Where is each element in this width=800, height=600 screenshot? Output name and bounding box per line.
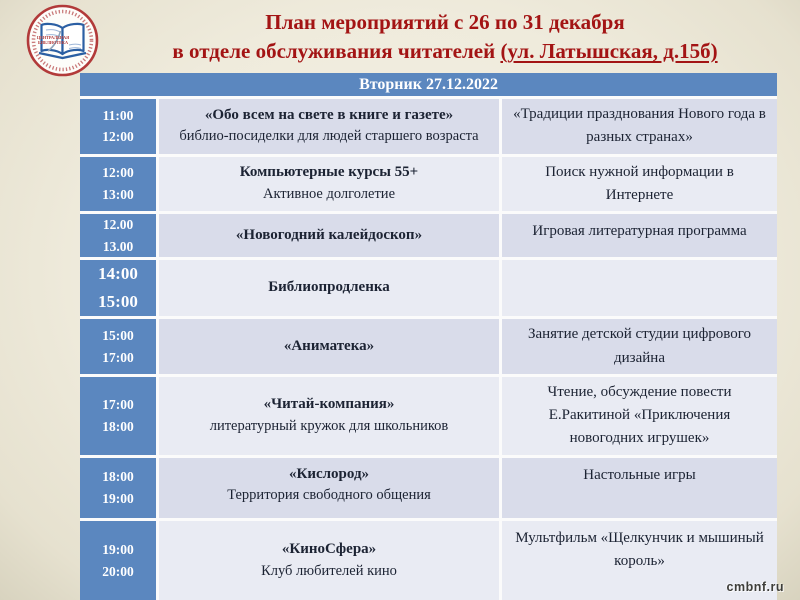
logo-center-text-1: ЦЕНТРАЛЬНАЯ [36,35,70,40]
time-cell [80,521,156,600]
time-start: 11:00 [102,107,134,123]
logo-center-text-2: БИБЛИОТЕКА [38,40,68,45]
time-end: 12:00 [102,129,134,145]
event-cell [159,260,499,316]
description-cell: Настольные игры [502,458,777,518]
time-cell [80,214,156,257]
time-cell [80,157,156,212]
time-end: 19:00 [102,490,134,506]
table-row [80,377,777,455]
time-start: 12:00 [102,165,134,181]
time-cell [80,260,156,316]
schedule-rows [80,96,777,600]
page-title-line2-plain: в отделе обслуживания читателей [172,39,501,63]
event-subtitle: Территория свободного общения [227,487,431,504]
time-end: 13.00 [102,238,134,254]
time-start: 14:00 [98,264,138,284]
library-emblem-icon [26,4,99,77]
event-subtitle: библио-посиделки для людей старшего возраста [179,128,479,145]
time-start: 17:00 [102,397,134,413]
description-cell: Чтение, обсуждение повести Е.Ракитиной «Приключения новогодних игрушек» [502,377,777,455]
event-title: «КиноСфера» [281,540,377,557]
description-cell: Занятие детской студии цифрового дизайна [502,319,777,374]
event-cell [159,157,499,212]
description-cell [502,260,777,316]
event-cell [159,214,499,257]
library-logo [26,4,99,77]
event-subtitle: Клуб любителей кино [261,562,397,579]
time-end: 15:00 [98,292,138,312]
time-cell [80,377,156,455]
table-row [80,214,777,257]
description-cell: Поиск нужной информации в Интернете [502,157,777,212]
time-start: 12.00 [102,217,134,232]
event-cell [159,521,499,600]
time-cell [80,319,156,374]
event-title: «Аниматека» [283,337,375,354]
page-title-line2 [100,37,790,66]
table-row [80,458,777,518]
event-cell [159,458,499,518]
description-cell: «Традиции празднования Нового года в разных странах» [502,99,777,154]
description-cell: Мультфильм «Щелкунчик и мышиный король» [502,521,777,600]
day-header: Вторник 27.12.2022 [80,73,777,96]
table-row [80,99,777,154]
event-cell [159,319,499,374]
table-row [80,157,777,212]
description-cell: Игровая литературная программа [502,214,777,257]
event-cell [159,99,499,154]
event-subtitle: литературный кружок для школьников [209,417,449,434]
event-title: «Кислород» [288,465,370,482]
event-title: «Читай-компания» [263,395,395,412]
table-row [80,319,777,374]
time-end: 18:00 [102,418,134,434]
watermark: cmbnf.ru [726,580,784,594]
time-end: 17:00 [102,349,134,365]
time-end: 20:00 [102,563,134,579]
time-start: 18:00 [102,468,134,484]
event-subtitle: Активное долголетие [262,185,396,202]
event-cell [159,377,499,455]
table-row [80,260,777,316]
page-title-address: (ул. Латышская, д.15б) [500,39,718,63]
time-cell [80,458,156,518]
event-title: «Обо всем на свете в книге и газете» [204,106,454,123]
page-title-line1: План мероприятий с 26 по 31 декабря [265,10,625,34]
time-start: 19:00 [102,541,134,557]
time-cell [80,99,156,154]
event-title: Библиопродленка [268,279,390,296]
table-row [80,521,777,600]
time-start: 15:00 [102,327,134,343]
event-title: «Новогодний калейдоскоп» [235,226,423,243]
schedule-table [80,73,777,600]
time-end: 13:00 [102,186,134,202]
event-title: Компьютерные курсы 55+ [239,164,419,180]
page-title [100,8,790,66]
